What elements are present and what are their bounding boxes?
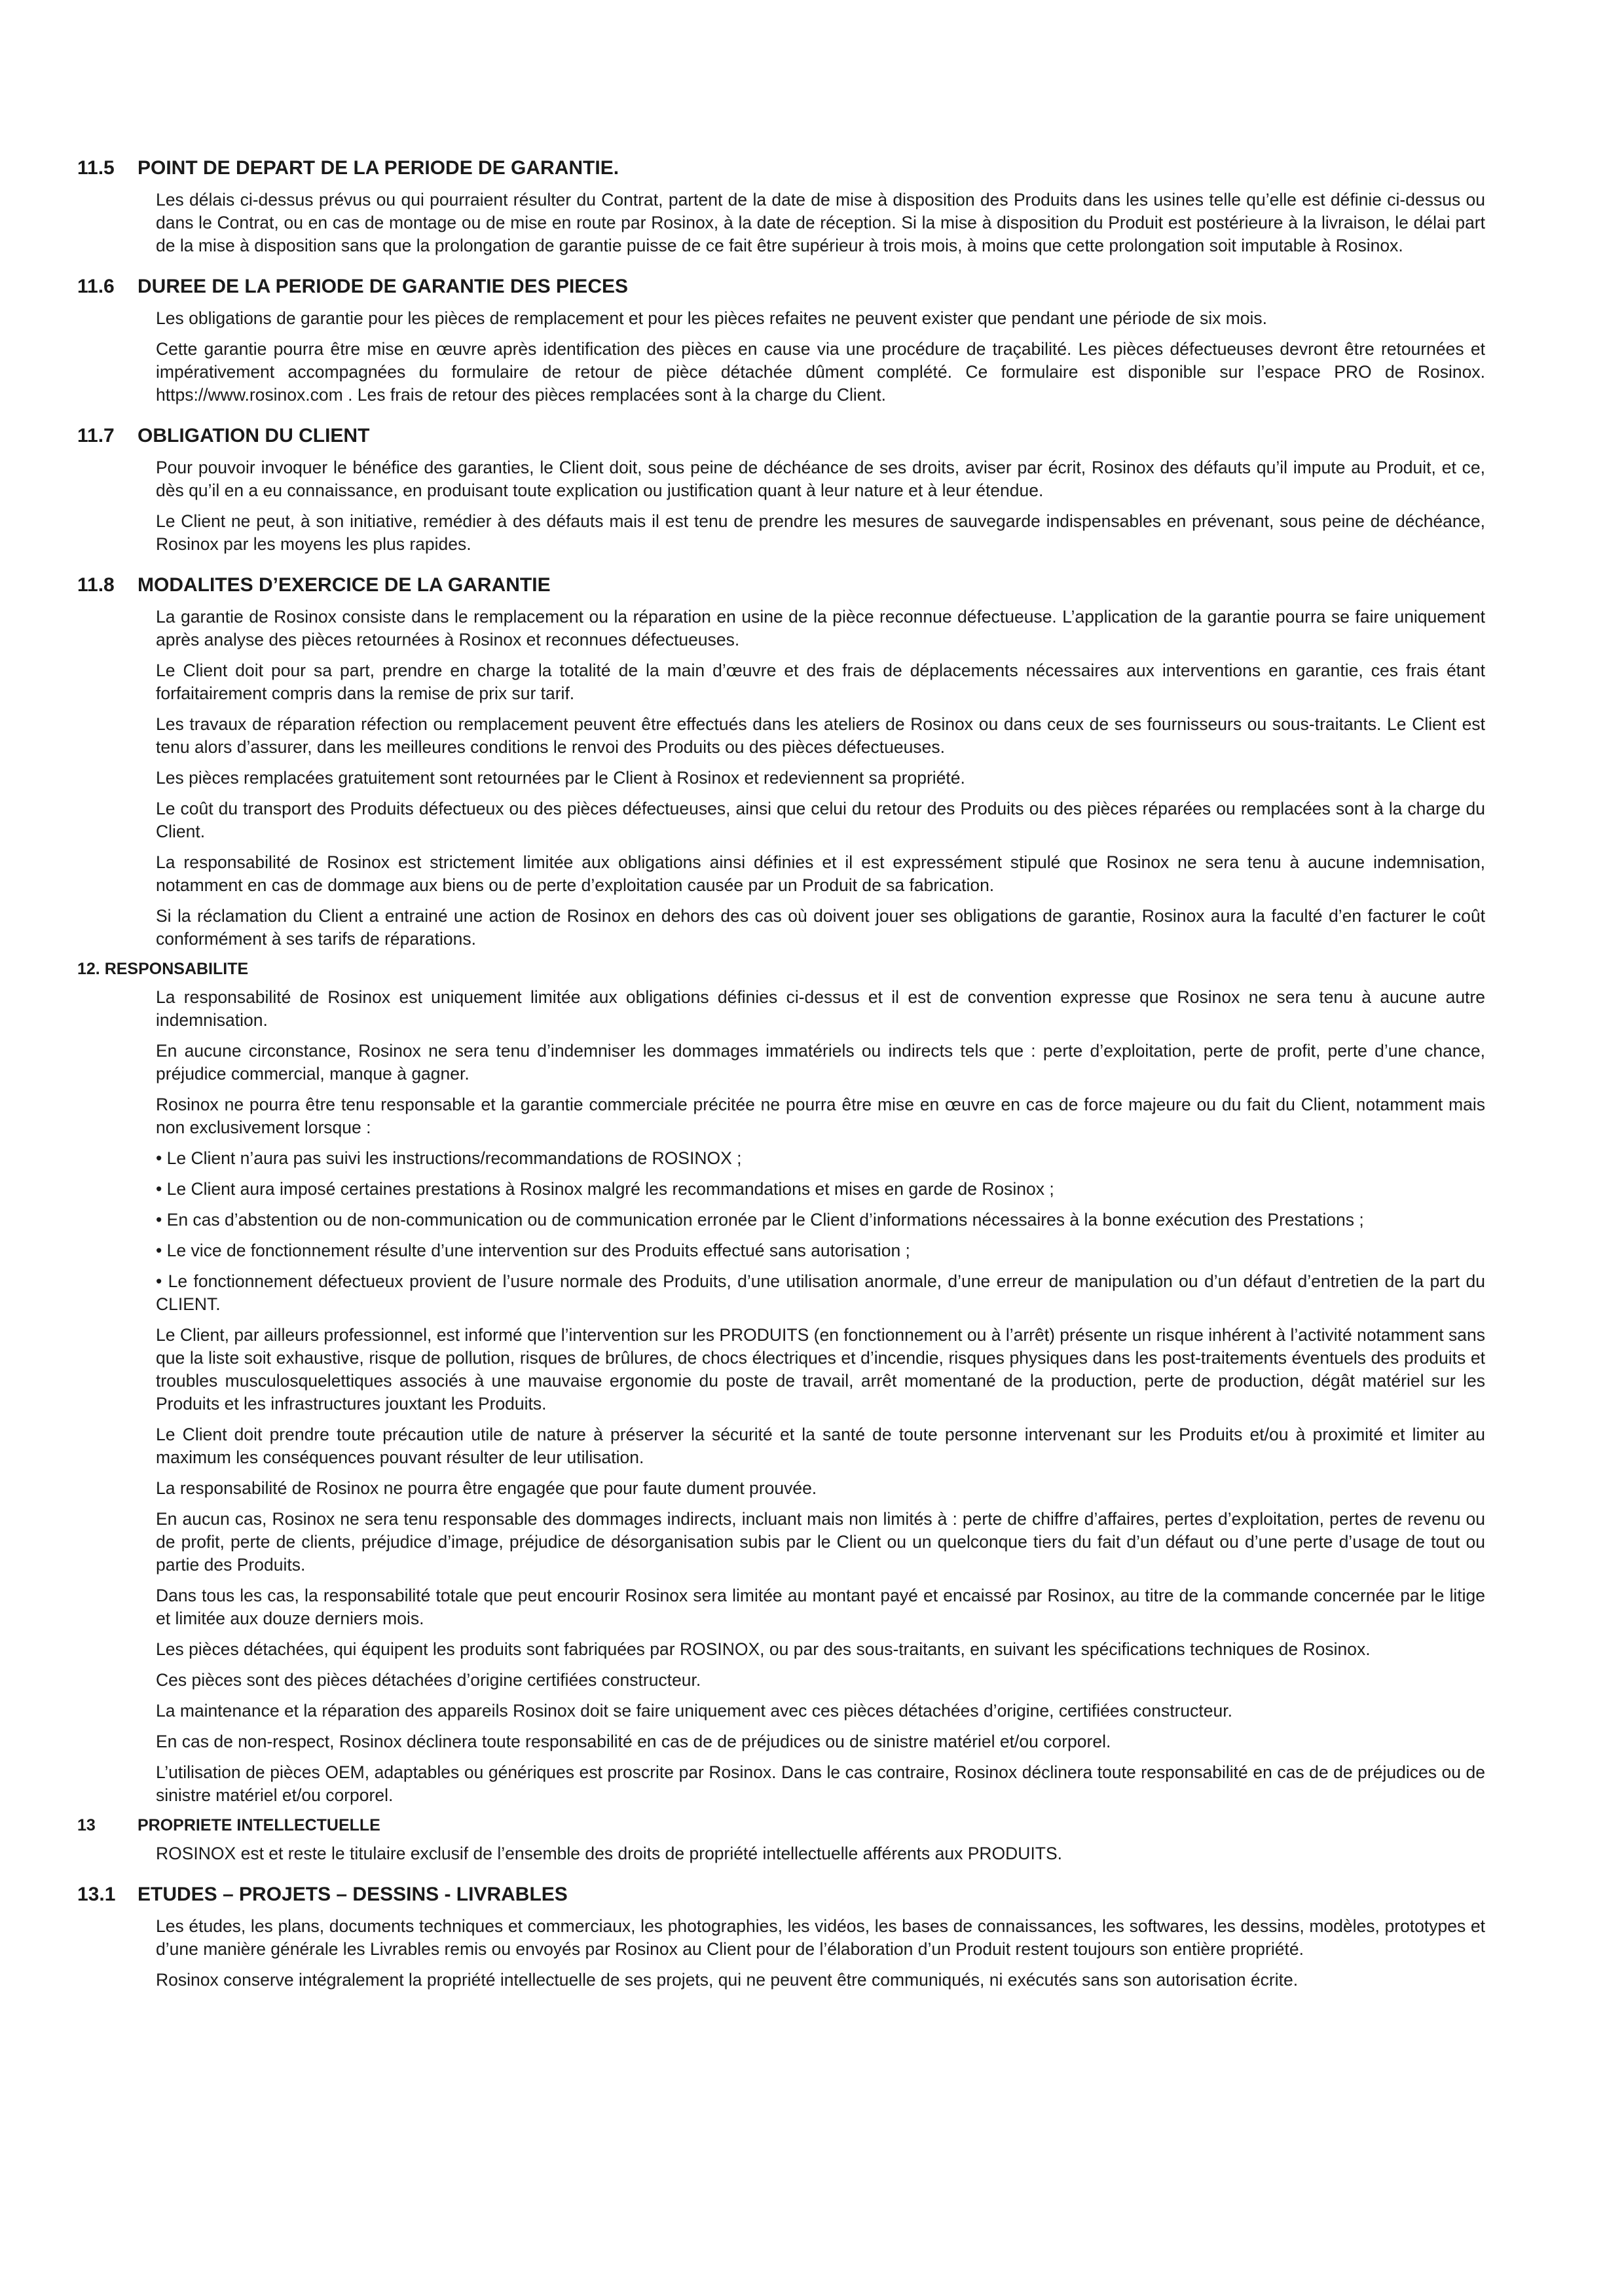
paragraph: La responsabilité de Rosinox est strictement limitée aux obligations ainsi définies et il est expressément stipulé que Rosinox ne sera tenu à aucune indemnisation, notamment en cas de dommage aux biens ou de perte d’exploitation causée par un Produit de sa fabrication. [156,852,1485,895]
section-number: 13 [77,1816,96,1834]
section-title: PROPRIETE INTELLECTUELLE [138,1816,380,1834]
section-heading [77,156,1485,181]
paragraph: Ces pièces sont des pièces détachées d’origine certifiées constructeur. [156,1670,701,1690]
paragraph: ROSINOX est et reste le titulaire exclusif de l’ensemble des droits de propriété intellectuelle afférents aux PRODUITS. [156,1844,1063,1863]
paragraph: Les pièces remplacées gratuitement sont retournées par le Client à Rosinox et redeviennent sa propriété. [156,768,965,788]
paragraph: La responsabilité de Rosinox ne pourra être engagée que pour faute dument prouvée. [156,1478,817,1498]
section-heading [77,1815,1485,1836]
paragraph: Le Client ne peut, à son initiative, remédier à des défauts mais il est tenu de prendre les mesures de sauvegarde indispensables en prévenant, sous peine de déchéance, Rosinox par les moyens les plus rapides. [156,511,1485,554]
section-11-5 [77,156,1485,257]
paragraph: Le Client doit pour sa part, prendre en charge la totalité de la main d’œuvre et des frais de déplacements nécessaires aux interventions en garantie, ces frais étant forfaitairement compris dans la remise de prix sur tarif. [156,661,1485,703]
section-heading [77,274,1485,299]
paragraph: Les travaux de réparation réfection ou remplacement peuvent être effectués dans les ateliers de Rosinox ou dans ceux de ses fournisseurs ou sous-traitants. Le Client est tenu alors d’assurer, dans les meilleures conditions le renvoi des Produits ou des pièces défectueuses. [156,714,1485,757]
section-13-1 [77,1882,1485,1992]
paragraph: Les pièces détachées, qui équipent les produits sont fabriquées par ROSINOX, ou par des sous-traitants, en suivant les spécifications techniques de Rosinox. [156,1639,1371,1659]
section-12 [77,958,1485,1807]
paragraph: En cas de non-respect, Rosinox déclinera toute responsabilité en cas de de préjudices ou de sinistre matériel et/ou corporel. [156,1732,1111,1751]
bullet-item: • Le vice de fonctionnement résulte d’une intervention sur des Produits effectué sans autorisation ; [156,1241,910,1260]
paragraph: La maintenance et la réparation des appareils Rosinox doit se faire uniquement avec ces pièces détachées d’origine, certifiées constructeur. [156,1701,1232,1721]
paragraph: Pour pouvoir invoquer le bénéfice des garanties, le Client doit, sous peine de déchéance de ses droits, aviser par écrit, Rosinox des défauts qu’il impute au Produit, et ce, dès qu’il en a eu connaissance, en produisant toute explication ou justification quant à leur nature et à leur étendue. [156,458,1485,500]
section-title: POINT DE DEPART DE LA PERIODE DE GARANTIE. [138,157,619,179]
section-number: 11.8 [77,574,115,596]
document-page [77,156,1485,1999]
paragraph: Les études, les plans, documents techniques et commerciaux, les photographies, les vidéos, les bases de connaissances, les softwares, les dessins, modèles, prototypes et d’une manière générale les Livrables remis ou envoyés par Rosinox au Client pour de l’élaboration d’un Produit restent toujours son entière propriété. [156,1916,1485,1959]
paragraph: Le Client, par ailleurs professionnel, est informé que l’intervention sur les PRODUITS (en fonctionnement ou à l’arrêt) présente un risque inhérent à l’activité notamment sans que la liste soit exhaustive, risque de pollution, risques de brûlures, de chocs électriques et d’incendie, risques physiques dans les post-traitements éventuels des produits et troubles musculosquelettiques associés à une mauvaise ergonomie du poste de travail, arrêt momentané de la production, perte de production, dégât matériel sur les Produits et les infrastructures jouxtant les Produits. [156,1325,1485,1413]
section-heading [77,424,1485,448]
section-title: MODALITES D’EXERCICE DE LA GARANTIE [138,574,551,596]
section-title: DUREE DE LA PERIODE DE GARANTIE DES PIECES [138,276,629,297]
paragraph: Les délais ci-dessus prévus ou qui pourraient résulter du Contrat, partent de la date de mise à disposition des Produits dans les usines telle qu’elle est définie ci-dessus ou dans le Contrat, ou en cas de montage ou de mise en route par Rosinox, à la date de réception. Si la mise à disposition du Produit est postérieure à la livraison, le délai part de la mise à disposition sans que la prolongation de garantie puisse de ce fait être supérieur à trois mois, à moins que cette prolongation soit imputable à Rosinox. [156,190,1485,255]
section-11-8 [77,573,1485,951]
paragraph: Rosinox conserve intégralement la propriété intellectuelle de ses projets, qui ne peuvent être communiqués, ni exécutés sans son autorisation écrite. [156,1970,1299,1990]
paragraph: La garantie de Rosinox consiste dans le remplacement ou la réparation en usine de la pièce reconnue défectueuse. L’application de la garantie pourra se faire uniquement après analyse des pièces retournées à Rosinox et reconnues défectueuses. [156,607,1485,649]
section-title: 12. RESPONSABILITE [77,960,249,978]
paragraph: En aucun cas, Rosinox ne sera tenu responsable des dommages indirects, incluant mais non limités à : perte de chiffre d’affaires, pertes d’exploitation, pertes de revenu ou de profit, perte de clients, préjudice d’image, préjudice de désorganisation subis par le Client ou un quelconque tiers du fait d’un défaut ou d’une perte d’usage de tout ou partie des Produits. [156,1509,1485,1575]
bullet-item: • Le Client n’aura pas suivi les instructions/recommandations de ROSINOX ; [156,1148,742,1168]
paragraph: La responsabilité de Rosinox est uniquement limitée aux obligations définies ci-dessus et il est de convention expresse que Rosinox ne sera tenu à aucune autre indemnisation. [156,987,1485,1030]
bullet-item: • Le Client aura imposé certaines prestations à Rosinox malgré les recommandations et mises en garde de Rosinox ; [156,1179,1054,1199]
paragraph: En aucune circonstance, Rosinox ne sera tenu d’indemniser les dommages immatériels ou indirects tels que : perte d’exploitation, perte de profit, perte d’une chance, préjudice commercial, manque à gagner. [156,1041,1485,1084]
paragraph: Le coût du transport des Produits défectueux ou des pièces défectueuses, ainsi que celui du retour des Produits ou des pièces réparées ou remplacées sont à la charge du Client. [156,799,1485,841]
section-11-7 [77,424,1485,556]
paragraph: L’utilisation de pièces OEM, adaptables ou génériques est proscrite par Rosinox. Dans le cas contraire, Rosinox déclinera toute responsabilité en cas de de préjudices ou de sinistre matériel et/ou corporel. [156,1762,1485,1805]
section-11-6 [77,274,1485,407]
section-heading [77,1882,1485,1907]
section-number: 11.5 [77,157,115,179]
paragraph: Le Client doit prendre toute précaution utile de nature à préserver la sécurité et la santé de toute personne intervenant sur les Produits et/ou à proximité et limiter au maximum les conséquences pouvant résulter de leur utilisation. [156,1425,1485,1467]
section-13 [77,1815,1485,1865]
paragraph: Si la réclamation du Client a entrainé une action de Rosinox en dehors des cas où doivent jouer ses obligations de garantie, Rosinox aura la faculté d’en facturer le coût conformément à ses tarifs de réparations. [156,906,1485,949]
paragraph: Dans tous les cas, la responsabilité totale que peut encourir Rosinox sera limitée au montant payé et encaissé par Rosinox, au titre de la commande concernée par le litige et limitée aux douze derniers mois. [156,1586,1485,1628]
section-number: 11.6 [77,276,115,297]
section-title: OBLIGATION DU CLIENT [138,425,370,446]
section-title: ETUDES – PROJETS – DESSINS - LIVRABLES [138,1884,568,1905]
section-number: 13.1 [77,1884,116,1905]
paragraph: Rosinox ne pourra être tenu responsable et la garantie commerciale précitée ne pourra être mise en œuvre en cas de force majeure ou du fait du Client, notamment mais non exclusivement lorsque : [156,1095,1485,1137]
paragraph: Les obligations de garantie pour les pièces de remplacement et pour les pièces refaites ne peuvent exister que pendant une période de six mois. [156,308,1268,328]
section-heading [77,958,1485,979]
section-heading [77,573,1485,598]
section-number: 11.7 [77,425,115,446]
bullet-item: • Le fonctionnement défectueux provient de l’usure normale des Produits, d’une utilisation anormale, d’une erreur de manipulation ou d’un défaut d’entretien de la part du CLIENT. [156,1271,1485,1314]
bullet-item: • En cas d’abstention ou de non-communication ou de communication erronée par le Client d’informations nécessaires à la bonne exécution des Prestations ; [156,1210,1364,1230]
paragraph: Cette garantie pourra être mise en œuvre après identification des pièces en cause via une procédure de traçabilité. Les pièces défectueuses devront être retournées et impérativement accompagnées du formulaire de retour de pièce détachée dûment complété. Ce formulaire est disponible sur l’espace PRO de Rosinox. https://www.rosinox.com . Les frais de retour des pièces remplacées sont à la charge du Client. [156,339,1485,405]
